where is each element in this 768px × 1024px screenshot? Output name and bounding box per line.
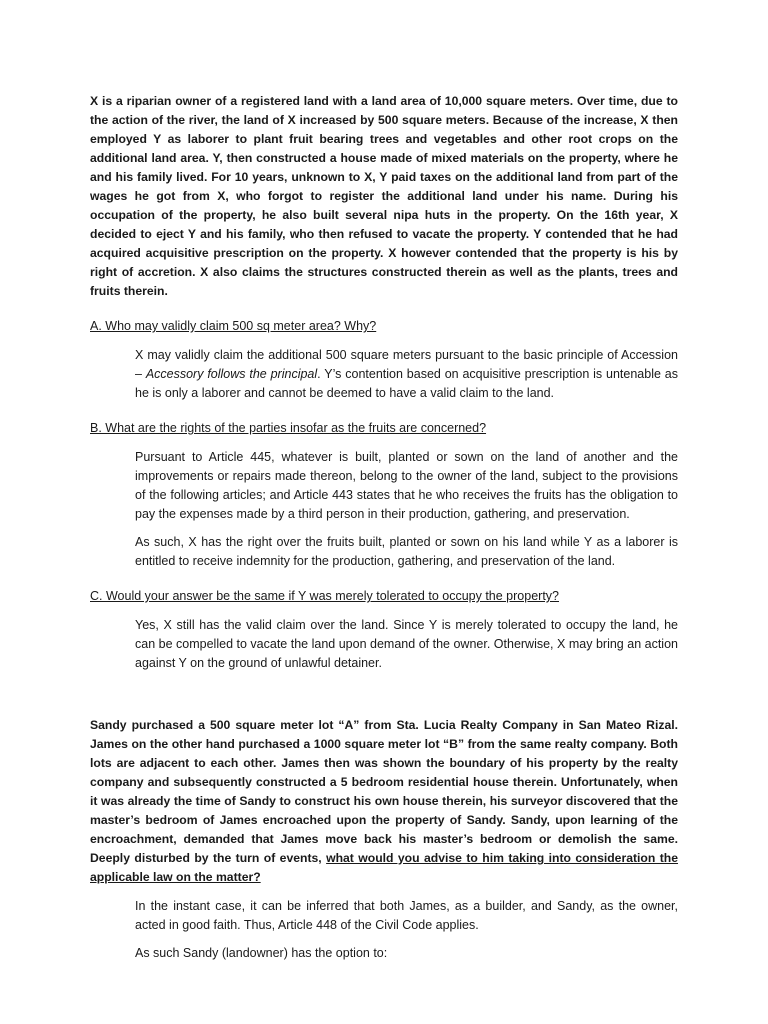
answer-a-post: . Y’s contention based on acquisitive prescription is untenable as he is only a laborer and cannot be deemed to have a valid claim to the land. bbox=[135, 367, 678, 400]
answer-b-paragraph-2: As such, X has the right over the fruits built, planted or sown on his land while Y as a laborer is entitled to receive indemnity for the production, gathering, and preservation of the land. bbox=[135, 535, 678, 568]
question-c: C. Would your answer be the same if Y was merely tolerated to occupy the property? bbox=[90, 589, 559, 603]
question-a: A. Who may validly claim 500 sq meter area? Why? bbox=[90, 319, 377, 333]
problem-2-facts: Sandy purchased a 500 square meter lot “A” from Sta. Lucia Realty Company in San Mateo Rizal. James on the other hand purchased a 1000 square meter lot “B” from the same realty company. Both lots are adjacent to each other. James then was shown the boundary of his property by the realty company and subsequently constructed a 5 bedroom residential house therein. Unfortunately, when it was already the time of Sandy to construct his own house therein, his surveyor discovered that the master’s bedroom of James encroached upon the property of Sandy. Sandy, upon learning of the encroachment, demanded that James move back his master’s bedroom or demolish the same. Deeply disturbed by the turn of events, bbox=[90, 718, 678, 865]
question-b: B. What are the rights of the parties insofar as the fruits are concerned? bbox=[90, 421, 487, 435]
answer-2-paragraph-1: In the instant case, it can be inferred that both James, as a builder, and Sandy, as the owner, acted in good faith. Thus, Article 448 of the Civil Code applies. bbox=[135, 899, 678, 932]
problem-2-question: what would you advise to him taking into consideration the applicable law on the matter? bbox=[90, 851, 679, 884]
answer-b-paragraph-1: Pursuant to Article 445, whatever is built, planted or sown on the land of another and the improvements or repairs made thereon, belong to the owner of the land, subject to the provisions of the following articles; and Article 443 states that he who receives the fruits has the obligation to pay the expenses made by a third person in their production, gathering, and preservation. bbox=[135, 450, 678, 521]
document-page bbox=[90, 92, 678, 963]
answer-a-principle: Accessory follows the principal bbox=[145, 367, 318, 381]
answer-a bbox=[135, 346, 678, 403]
answer-2-paragraph-2: As such Sandy (landowner) has the option to: bbox=[135, 946, 388, 960]
problem-1-statement: X is a riparian owner of a registered land with a land area of 10,000 square meters. Over time, due to the action of the river, the land of X increased by 500 square meters. Because of the increase, X then employed Y as laborer to plant fruit bearing trees and vegetables and other root crops on the additional land area. Y, then constructed a house made of mixed materials on the property, where he and his family lived. For 10 years, unknown to X, Y paid taxes on the additional land from part of the wages he got from X, who forgot to register the additional land under his name. During his occupation of the property, he also built several nipa huts in the property. On the 16th year, X decided to eject Y and his family, who then refused to vacate the property. Y contended that he had acquired acquisitive prescription on the property. X however contended that the property is his by right of accretion. X also claims the structures constructed therein as well as the plants, trees and fruits therein. bbox=[90, 94, 678, 298]
problem-2-statement bbox=[90, 716, 678, 887]
answer-c: Yes, X still has the valid claim over the land. Since Y is merely tolerated to occupy the land, he can be compelled to vacate the land upon demand of the owner. Otherwise, X may bring an action against Y on the ground of unlawful detainer. bbox=[135, 618, 678, 670]
answer-a-pre: X may validly claim the additional 500 square meters pursuant to the basic principle of Accession – bbox=[135, 348, 678, 381]
